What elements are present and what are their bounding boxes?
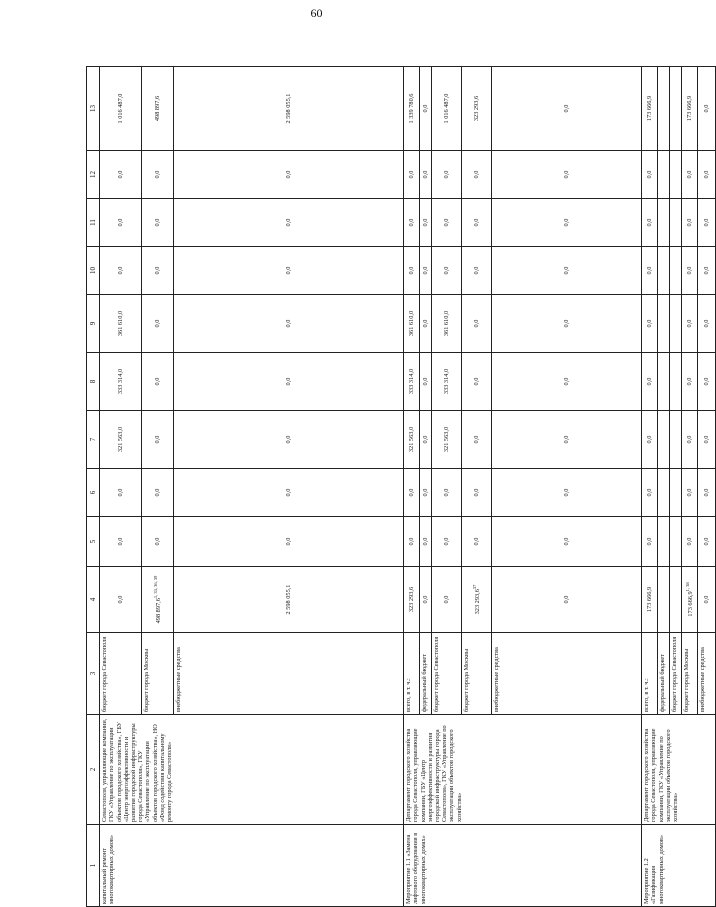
amount-cell-c4 bbox=[670, 567, 682, 633]
amount-cell-c7 bbox=[420, 411, 432, 469]
measure-name: Мероприятие 1.2 «Газификация многоквартирных домов» bbox=[642, 825, 716, 907]
amount-value: 0,0 bbox=[284, 266, 292, 275]
amount-cell-c11 bbox=[404, 199, 420, 247]
amount-value: 333 314,0 bbox=[442, 368, 450, 395]
amount-value: 0,0 bbox=[702, 537, 710, 546]
amount-value: 0,0 bbox=[645, 266, 653, 275]
amount-cell-c8 bbox=[432, 353, 462, 411]
amount-cell-c13 bbox=[100, 67, 142, 151]
amount-cell-c8 bbox=[492, 353, 642, 411]
amount-cell-c12 bbox=[174, 151, 404, 199]
amount-cell-c5 bbox=[432, 517, 462, 567]
amount-cell-c12 bbox=[404, 151, 420, 199]
amount-cell-c5 bbox=[698, 517, 716, 567]
amount-value: 0,0 bbox=[685, 488, 693, 497]
amount-cell-c10 bbox=[658, 247, 670, 295]
amount-value: 0,0 bbox=[116, 218, 124, 227]
amount-value: 0,0 bbox=[442, 595, 450, 604]
amount-cell-c13 bbox=[404, 67, 420, 151]
amount-cell-c8 bbox=[698, 353, 716, 411]
column-header-10: 10 bbox=[87, 247, 100, 295]
amount-cell-c8 bbox=[642, 353, 658, 411]
amount-cell-c9 bbox=[492, 295, 642, 353]
amount-cell-c6 bbox=[462, 469, 492, 517]
amount-cell-c13 bbox=[420, 67, 432, 151]
column-header-1: 1 bbox=[87, 825, 100, 907]
amount-cell-c11 bbox=[682, 199, 698, 247]
amount-cell-c4 bbox=[462, 567, 492, 633]
amount-value: 0,0 bbox=[442, 218, 450, 227]
funding-source: федеральный бюджет bbox=[658, 633, 670, 715]
amount-value: 321 563,0 bbox=[116, 426, 124, 453]
table-body bbox=[100, 67, 716, 907]
amount-cell-c5 bbox=[642, 517, 658, 567]
amount-value: 0,0 bbox=[284, 488, 292, 497]
amount-cell-c9 bbox=[420, 295, 432, 353]
amount-cell-c9 bbox=[698, 295, 716, 353]
amount-value: 0,0 bbox=[153, 377, 161, 386]
amount-value: 0,0 bbox=[284, 319, 292, 328]
amount-cell-c11 bbox=[432, 199, 462, 247]
amount-cell-c5 bbox=[174, 517, 404, 567]
amount-value: 0,0 bbox=[421, 377, 429, 386]
table-row bbox=[100, 67, 142, 907]
amount-cell-c13 bbox=[142, 67, 174, 151]
funding-table bbox=[86, 66, 716, 907]
amount-value: 323 293,6 bbox=[473, 589, 481, 615]
amount-value: 0,0 bbox=[472, 319, 480, 328]
amount-cell-c8 bbox=[404, 353, 420, 411]
amount-value: 173 666,9 bbox=[686, 591, 694, 617]
amount-value: 0,0 bbox=[685, 170, 693, 179]
table-row bbox=[642, 67, 658, 907]
amount-value: 0,0 bbox=[421, 218, 429, 227]
amount-cell-c10 bbox=[642, 247, 658, 295]
amount-value: 0,0 bbox=[421, 266, 429, 275]
amount-value: 0,0 bbox=[421, 170, 429, 179]
amount-cell-c9 bbox=[100, 295, 142, 353]
amount-cell-c6 bbox=[432, 469, 462, 517]
amount-value: 0,0 bbox=[472, 488, 480, 497]
amount-cell-c10 bbox=[670, 247, 682, 295]
amount-value: 0,0 bbox=[472, 266, 480, 275]
amount-value: 0,0 bbox=[562, 319, 570, 328]
amount-value: 0,0 bbox=[472, 537, 480, 546]
amount-value: 0,0 bbox=[472, 435, 480, 444]
amount-value: 333 314,0 bbox=[407, 368, 415, 395]
column-header-3: 3 bbox=[87, 633, 100, 715]
amount-value: 0,0 bbox=[562, 435, 570, 444]
amount-cell-c12 bbox=[682, 151, 698, 199]
amount-value: 0,0 bbox=[645, 488, 653, 497]
amount-value: 0,0 bbox=[472, 170, 480, 179]
amount-value: 0,0 bbox=[442, 266, 450, 275]
amount-cell-c9 bbox=[642, 295, 658, 353]
amount-cell-c4 bbox=[642, 567, 658, 633]
amount-value: 323 293,6 bbox=[472, 95, 480, 122]
amount-value: 0,0 bbox=[421, 595, 429, 604]
amount-cell-c10 bbox=[420, 247, 432, 295]
funding-source: бюджет города Севастополя bbox=[670, 633, 682, 715]
amount-value: 0,0 bbox=[284, 435, 292, 444]
amount-value: 173 666,9 bbox=[645, 586, 653, 613]
amount-cell-c11 bbox=[174, 199, 404, 247]
header-row bbox=[87, 67, 100, 907]
amount-cell-c10 bbox=[698, 247, 716, 295]
amount-cell-c5 bbox=[100, 517, 142, 567]
amount-cell-c12 bbox=[100, 151, 142, 199]
amount-cell-c11 bbox=[670, 199, 682, 247]
amount-value: 1 016 487,0 bbox=[116, 93, 124, 124]
amount-cell-c10 bbox=[682, 247, 698, 295]
amount-cell-c11 bbox=[698, 199, 716, 247]
amount-cell-c4 bbox=[142, 567, 174, 633]
amount-cell-c11 bbox=[420, 199, 432, 247]
amount-cell-c5 bbox=[420, 517, 432, 567]
amount-cell-c4 bbox=[432, 567, 462, 633]
column-header-6: 6 bbox=[87, 469, 100, 517]
amount-value: 0,0 bbox=[153, 319, 161, 328]
amount-cell-c6 bbox=[658, 469, 670, 517]
amount-cell-c4 bbox=[420, 567, 432, 633]
amount-cell-c6 bbox=[420, 469, 432, 517]
amount-cell-c4 bbox=[100, 567, 142, 633]
measure-name: Мероприятие 1.1 «Замена лифтового оборудования в многоквартирных домах» bbox=[404, 825, 642, 907]
amount-cell-c7 bbox=[174, 411, 404, 469]
amount-cell-c9 bbox=[174, 295, 404, 353]
amount-value: 0,0 bbox=[702, 319, 710, 328]
amount-cell-c7 bbox=[432, 411, 462, 469]
amount-value: 323 293,6 bbox=[407, 586, 415, 613]
amount-value: 0,0 bbox=[562, 218, 570, 227]
funding-source: бюджет города Москвы bbox=[142, 633, 174, 715]
amount-value: 0,0 bbox=[562, 595, 570, 604]
amount-value: 0,0 bbox=[562, 266, 570, 275]
amount-value: 0,0 bbox=[645, 537, 653, 546]
amount-cell-c7 bbox=[462, 411, 492, 469]
amount-cell-c11 bbox=[142, 199, 174, 247]
amount-cell-c13 bbox=[492, 67, 642, 151]
funding-source: внебюджетные средства bbox=[698, 633, 716, 715]
amount-cell-c8 bbox=[420, 353, 432, 411]
amount-cell-c9 bbox=[404, 295, 420, 353]
amount-cell-c8 bbox=[670, 353, 682, 411]
amount-cell-c11 bbox=[492, 199, 642, 247]
amount-value: 0,0 bbox=[153, 218, 161, 227]
column-header-7: 7 bbox=[87, 411, 100, 469]
amount-value: 498 897,6 bbox=[153, 95, 161, 122]
amount-value: 0,0 bbox=[407, 170, 415, 179]
footnote-marker: 1, 33, 36, 39 bbox=[152, 575, 158, 599]
amount-value: 0,0 bbox=[645, 377, 653, 386]
amount-cell-c12 bbox=[432, 151, 462, 199]
page-number: 60 bbox=[310, 6, 323, 20]
amount-value: 0,0 bbox=[702, 488, 710, 497]
amount-cell-c12 bbox=[462, 151, 492, 199]
amount-value: 0,0 bbox=[284, 218, 292, 227]
amount-value: 361 610,0 bbox=[116, 310, 124, 337]
funding-source: федеральный бюджет bbox=[420, 633, 432, 715]
amount-value: 0,0 bbox=[645, 170, 653, 179]
amount-value: 0,0 bbox=[421, 537, 429, 546]
funding-source: бюджет города Севастополя bbox=[100, 633, 142, 715]
column-header-5: 5 bbox=[87, 517, 100, 567]
amount-value: 0,0 bbox=[645, 319, 653, 328]
amount-cell-c10 bbox=[404, 247, 420, 295]
amount-cell-c6 bbox=[100, 469, 142, 517]
amount-cell-c8 bbox=[100, 353, 142, 411]
amount-cell-c7 bbox=[142, 411, 174, 469]
amount-cell-c9 bbox=[682, 295, 698, 353]
amount-cell-c5 bbox=[670, 517, 682, 567]
amount-cell-c6 bbox=[404, 469, 420, 517]
amount-value: 0,0 bbox=[407, 218, 415, 227]
amount-cell-c8 bbox=[682, 353, 698, 411]
amount-cell-c6 bbox=[642, 469, 658, 517]
amount-cell-c13 bbox=[462, 67, 492, 151]
amount-cell-c13 bbox=[642, 67, 658, 151]
column-header-11: 11 bbox=[87, 199, 100, 247]
amount-cell-c5 bbox=[682, 517, 698, 567]
amount-value: 0,0 bbox=[562, 488, 570, 497]
amount-cell-c12 bbox=[492, 151, 642, 199]
funding-source: внебюджетные средства bbox=[174, 633, 404, 715]
amount-cell-c13 bbox=[658, 67, 670, 151]
funding-source: всего, в т. ч.: bbox=[404, 633, 420, 715]
funding-source: бюджет города Москвы bbox=[682, 633, 698, 715]
funding-source: бюджет города Севастополя bbox=[432, 633, 462, 715]
amount-value: 0,0 bbox=[421, 104, 429, 113]
amount-value: 173 666,9 bbox=[645, 95, 653, 122]
amount-cell-c7 bbox=[670, 411, 682, 469]
amount-value: 0,0 bbox=[407, 488, 415, 497]
amount-value: 361 610,0 bbox=[442, 310, 450, 337]
amount-cell-c7 bbox=[100, 411, 142, 469]
program-table-rotated bbox=[86, 67, 710, 907]
amount-value: 0,0 bbox=[702, 377, 710, 386]
amount-value: 0,0 bbox=[562, 170, 570, 179]
amount-value: 0,0 bbox=[702, 104, 710, 113]
footnote-marker: 1, 38 bbox=[684, 582, 690, 592]
amount-cell-c10 bbox=[462, 247, 492, 295]
amount-cell-c6 bbox=[670, 469, 682, 517]
amount-cell-c11 bbox=[642, 199, 658, 247]
amount-cell-c9 bbox=[658, 295, 670, 353]
amount-cell-c6 bbox=[142, 469, 174, 517]
amount-cell-c10 bbox=[100, 247, 142, 295]
amount-value: 0,0 bbox=[116, 170, 124, 179]
amount-value: 321 563,0 bbox=[407, 426, 415, 453]
amount-value: 0,0 bbox=[442, 488, 450, 497]
amount-value: 0,0 bbox=[153, 537, 161, 546]
amount-cell-c11 bbox=[462, 199, 492, 247]
amount-value: 0,0 bbox=[685, 319, 693, 328]
amount-value: 0,0 bbox=[407, 537, 415, 546]
measure-executor: Департамент городского хозяйства города Севастополя, управляющие компании, ГКУ «Управление по эксплуатации объектов городского хозяйства» bbox=[642, 715, 716, 825]
amount-cell-c8 bbox=[142, 353, 174, 411]
amount-value: 0,0 bbox=[562, 537, 570, 546]
amount-cell-c11 bbox=[658, 199, 670, 247]
funding-source: внебюджетные средства bbox=[492, 633, 642, 715]
funding-source: бюджет города Москвы bbox=[462, 633, 492, 715]
amount-cell-c10 bbox=[142, 247, 174, 295]
amount-value: 0,0 bbox=[702, 595, 710, 604]
amount-cell-c9 bbox=[142, 295, 174, 353]
amount-cell-c4 bbox=[404, 567, 420, 633]
amount-value: 1 339 780,6 bbox=[407, 93, 415, 124]
amount-cell-c7 bbox=[642, 411, 658, 469]
amount-cell-c12 bbox=[670, 151, 682, 199]
amount-cell-c6 bbox=[492, 469, 642, 517]
amount-cell-c13 bbox=[670, 67, 682, 151]
amount-value: 0,0 bbox=[685, 537, 693, 546]
amount-cell-c6 bbox=[698, 469, 716, 517]
amount-cell-c8 bbox=[462, 353, 492, 411]
column-header-12: 12 bbox=[87, 151, 100, 199]
amount-value: 173 666,9 bbox=[685, 95, 693, 122]
column-header-4: 4 bbox=[87, 567, 100, 633]
amount-value: 0,0 bbox=[421, 488, 429, 497]
amount-value: 0,0 bbox=[442, 537, 450, 546]
amount-cell-c13 bbox=[682, 67, 698, 151]
amount-cell-c5 bbox=[142, 517, 174, 567]
amount-cell-c10 bbox=[174, 247, 404, 295]
amount-value: 0,0 bbox=[685, 266, 693, 275]
amount-value: 2 598 055,1 bbox=[284, 93, 292, 124]
amount-value: 0,0 bbox=[685, 218, 693, 227]
measure-executor: Севастополя, управляющие компании, ГКУ «Управление по эксплуатации объектов городского хозяйства», ГБУ «Центр энергоэффективности и развития городской инфраструктуры города Севастополя», ГКУ «Управление по эксплуатации объектов городского хозяйства», НО «Фонд содействия капитальному ремонту города Севастополя» bbox=[100, 715, 404, 825]
amount-value: 0,0 bbox=[116, 537, 124, 546]
amount-cell-c9 bbox=[462, 295, 492, 353]
amount-value: 361 610,0 bbox=[407, 310, 415, 337]
amount-value: 0,0 bbox=[442, 170, 450, 179]
amount-cell-c7 bbox=[492, 411, 642, 469]
amount-cell-c13 bbox=[698, 67, 716, 151]
amount-cell-c11 bbox=[100, 199, 142, 247]
amount-value: 0,0 bbox=[421, 435, 429, 444]
amount-value: 0,0 bbox=[685, 435, 693, 444]
amount-cell-c7 bbox=[658, 411, 670, 469]
amount-value: 0,0 bbox=[421, 319, 429, 328]
amount-value: 0,0 bbox=[562, 104, 570, 113]
amount-value: 0,0 bbox=[702, 170, 710, 179]
column-header-8: 8 bbox=[87, 353, 100, 411]
amount-cell-c12 bbox=[142, 151, 174, 199]
amount-cell-c7 bbox=[698, 411, 716, 469]
table-row bbox=[404, 67, 420, 907]
amount-value: 0,0 bbox=[116, 266, 124, 275]
amount-value: 0,0 bbox=[116, 488, 124, 497]
amount-cell-c12 bbox=[642, 151, 658, 199]
amount-value: 0,0 bbox=[116, 595, 124, 604]
amount-cell-c12 bbox=[698, 151, 716, 199]
amount-cell-c9 bbox=[432, 295, 462, 353]
amount-value: 0,0 bbox=[702, 218, 710, 227]
amount-value: 0,0 bbox=[702, 266, 710, 275]
amount-value: 1 016 487,0 bbox=[442, 93, 450, 124]
amount-cell-c4 bbox=[698, 567, 716, 633]
amount-cell-c8 bbox=[658, 353, 670, 411]
amount-cell-c6 bbox=[174, 469, 404, 517]
amount-value: 0,0 bbox=[472, 377, 480, 386]
amount-value: 2 598 055,1 bbox=[284, 584, 292, 615]
footnote-marker: 37 bbox=[471, 584, 477, 590]
column-header-2: 2 bbox=[87, 715, 100, 825]
amount-cell-c7 bbox=[404, 411, 420, 469]
amount-cell-c6 bbox=[682, 469, 698, 517]
amount-value: 0,0 bbox=[153, 488, 161, 497]
amount-value: 0,0 bbox=[407, 266, 415, 275]
amount-cell-c4 bbox=[174, 567, 404, 633]
amount-value: 0,0 bbox=[153, 170, 161, 179]
amount-cell-c10 bbox=[432, 247, 462, 295]
amount-cell-c5 bbox=[404, 517, 420, 567]
amount-cell-c13 bbox=[174, 67, 404, 151]
amount-cell-c8 bbox=[174, 353, 404, 411]
measure-executor: Департамент городского хозяйства города Севастополя, управляющие компании, ГБУ «Центр энергоэффективности и развития городской инфраструктуры города Севастополя», ГКУ «Управление по эксплуатации объектов городского хозяйства» bbox=[404, 715, 642, 825]
amount-value: 0,0 bbox=[685, 377, 693, 386]
amount-cell-c12 bbox=[420, 151, 432, 199]
amount-value: 0,0 bbox=[284, 170, 292, 179]
amount-value: 0,0 bbox=[562, 377, 570, 386]
funding-source: всего, в т. ч.: bbox=[642, 633, 658, 715]
amount-value: 498 897,6 bbox=[154, 598, 162, 624]
amount-cell-c7 bbox=[682, 411, 698, 469]
amount-cell-c10 bbox=[492, 247, 642, 295]
amount-cell-c4 bbox=[658, 567, 670, 633]
amount-value: 333 314,0 bbox=[116, 368, 124, 395]
amount-value: 0,0 bbox=[702, 435, 710, 444]
amount-cell-c12 bbox=[658, 151, 670, 199]
column-header-9: 9 bbox=[87, 295, 100, 353]
column-header-13: 13 bbox=[87, 67, 100, 151]
amount-cell-c13 bbox=[432, 67, 462, 151]
amount-value: 0,0 bbox=[284, 537, 292, 546]
amount-value: 0,0 bbox=[153, 266, 161, 275]
amount-cell-c5 bbox=[658, 517, 670, 567]
amount-value: 0,0 bbox=[284, 377, 292, 386]
amount-value: 0,0 bbox=[472, 218, 480, 227]
amount-value: 0,0 bbox=[645, 435, 653, 444]
amount-cell-c4 bbox=[492, 567, 642, 633]
amount-value: 0,0 bbox=[153, 435, 161, 444]
amount-cell-c4 bbox=[682, 567, 698, 633]
amount-value: 321 563,0 bbox=[442, 426, 450, 453]
amount-cell-c5 bbox=[462, 517, 492, 567]
amount-cell-c9 bbox=[670, 295, 682, 353]
amount-cell-c5 bbox=[492, 517, 642, 567]
amount-value: 0,0 bbox=[645, 218, 653, 227]
measure-name: капитальный ремонт многоквартирных домов» bbox=[100, 825, 404, 907]
